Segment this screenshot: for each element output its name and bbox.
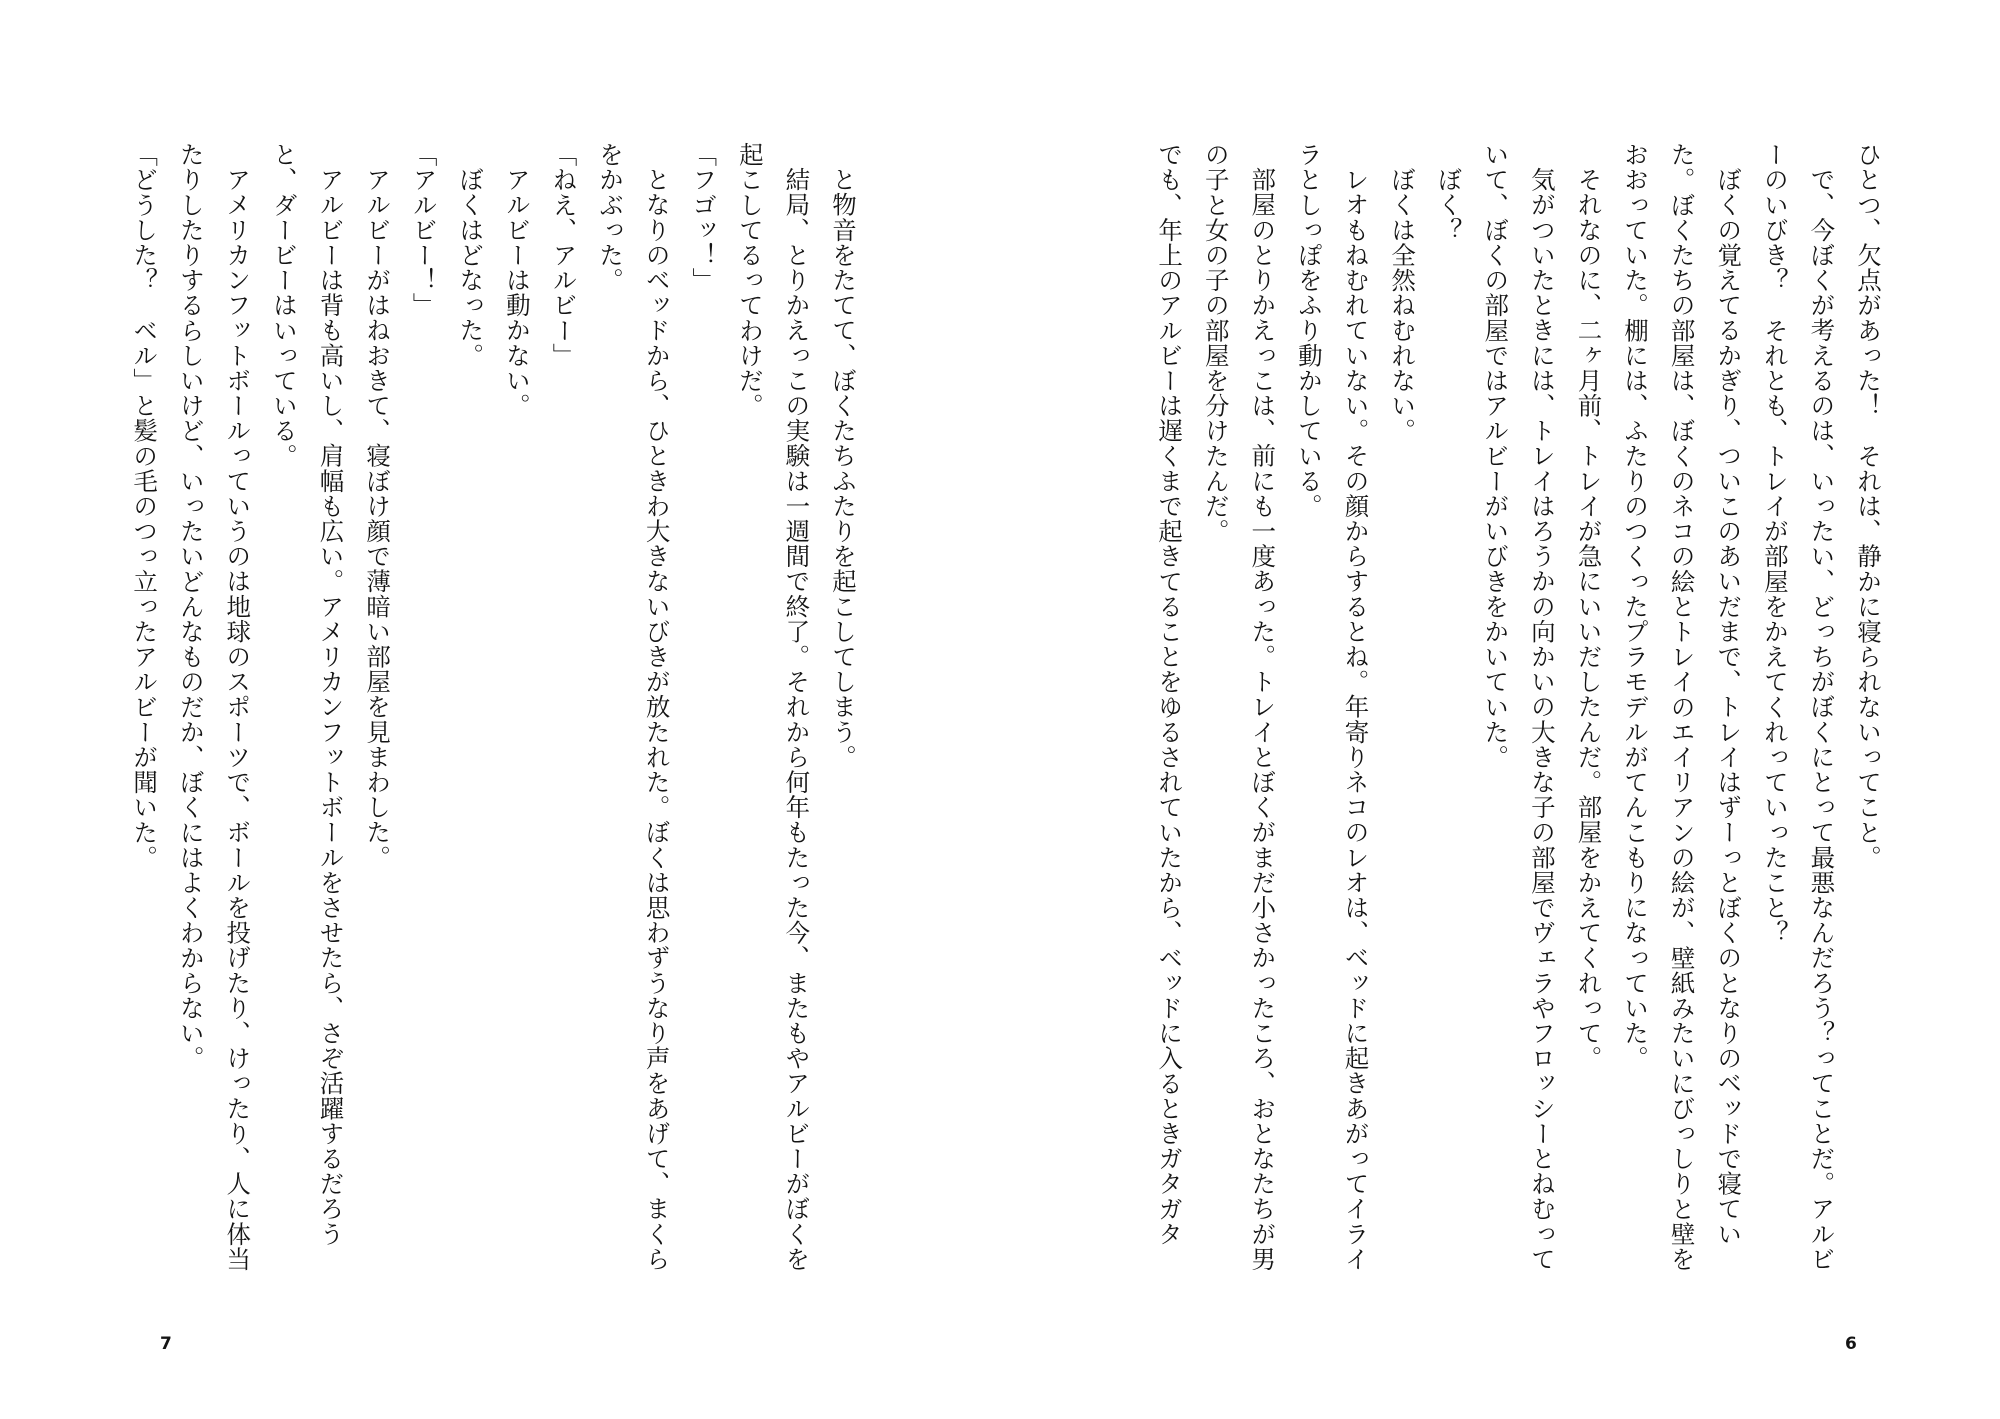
paragraph: アルビーは背も高いし、肩幅も広い。アメリカンフットボールをさせたら、さぞ活躍するだろうと、ダービーはいっている。 (269, 142, 346, 1246)
paragraph: ぼくはどなった。 (456, 166, 486, 368)
paragraph: ぼくは全然ねむれない。 (1388, 166, 1418, 443)
paragraph: ぼく？ (1434, 166, 1464, 242)
paragraph: 「アルビー！」 (409, 142, 439, 318)
page-number: 6 (1845, 1334, 1857, 1354)
paragraph: 「どうした？ ベル」と髪の毛のつっ立ったアルビーが聞いた。 (130, 142, 160, 870)
paragraph: となりのベッドから、ひときわ大きないびきが放たれた。ぼくは思わずうなり声をあげて、まくらをかぶった。 (596, 142, 672, 1271)
paragraph: と物音をたてて、ぼくたちふたりを起こしてしまう。 (829, 166, 858, 769)
paragraph: レオもねむれていない。その顔からするとね。年寄りネコのレオは、ベッドに起きあがってイライラとしっぽをふり動かしている。 (1294, 142, 1371, 1271)
paragraph: アルビーは動かない。 (502, 166, 532, 418)
paragraph: でも、年上のアルビーは遅くまで起きてることをゆるされていたから、ベッドに入るときガタガタ (1155, 142, 1185, 1247)
paragraph: 気がついたときには、トレイはろうかの向かいの大きな子の部屋でヴェラやフロッシーとねむっていて、ぼくの部屋ではアルビーがいびきをかいていた。 (1481, 142, 1557, 1271)
paragraph: ひとつ、欠点があった！ それは、静かに寝られないってこと。 (1854, 142, 1883, 870)
left-page-text (130, 142, 866, 1292)
paragraph: で、今ぼくが考えるのは、いったい、どっちがぼくにとって最悪なんだろう？ってことだ。アルビーのいびき？ それとも、トレイが部屋をかえてくれっていったこと？ (1760, 142, 1837, 1271)
paragraph: 結局、とりかえっこの実験は一週間で終了。それから何年もたった今、またもやアルビーがぼくを起こしてるってわけだ。 (735, 142, 812, 1271)
paragraph: アルビーがはねおきて、寝ぼけ顔で薄暗い部屋を見まわした。 (363, 166, 393, 870)
paragraph: それなのに、二ヶ月前、トレイが急にいいだしたんだ。部屋をかえてくれって。 (1574, 166, 1604, 1071)
paragraph: 部屋のとりかえっこは、前にも一度あった。トレイとぼくがまだ小さかったころ、おとなたちが男の子と女の子の部屋を分けたんだ。 (1201, 142, 1278, 1271)
paragraph: 「フゴッ！」 (689, 142, 719, 293)
page-number: 7 (160, 1334, 172, 1354)
paragraph: ぼくの覚えてるかぎり、ついこのあいだまで、トレイはずーっとぼくのとなりのベッドで寝ていた。ぼくたちの部屋は、ぼくのネコの絵とトレイのエイリアンの絵が、壁紙みたいにびっしりと壁をおおっていた。棚には、ふたりのつくったプラモデルがてんこもりになっていた。 (1621, 142, 1744, 1272)
paragraph: 「ねえ、アルビー」 (549, 142, 579, 368)
right-page-text (1155, 142, 1891, 1292)
right-page (1000, 0, 2000, 1419)
paragraph: アメリカンフットボールっていうのは地球のスポーツで、ボールを投げたり、けったり、人に体当たりしたりするらしいけど、いったいどんなものだか、ぼくにはよくわからない。 (176, 142, 253, 1271)
